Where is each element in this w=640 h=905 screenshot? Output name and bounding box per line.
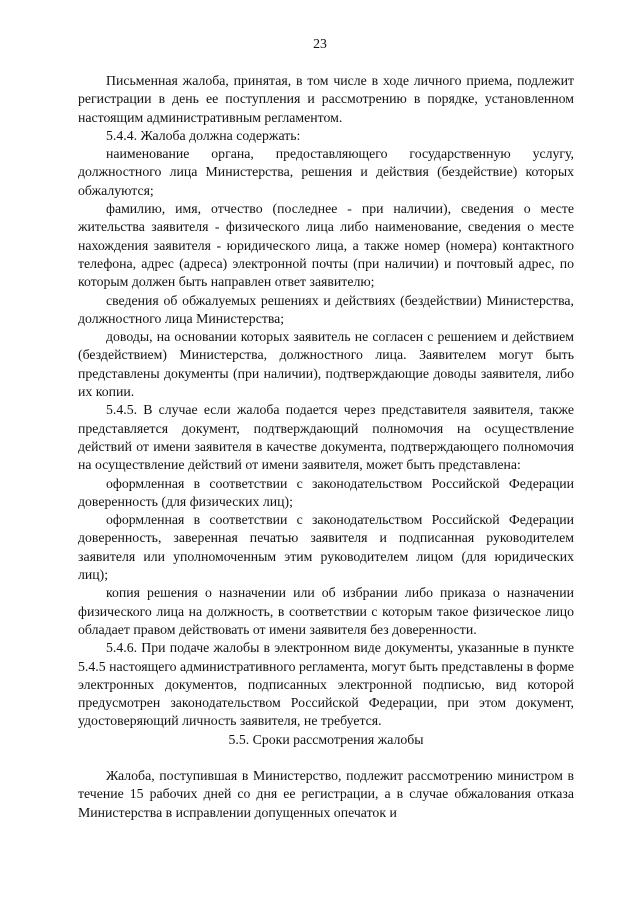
paragraph-5-4-6: 5.4.6. При подаче жалобы в электронном виде документы, указанные в пункте 5.4.5 настоящего административного регламента, могут быть представлены в форме электронных документов, подписанных электронной подписью, вид которой предусмотрен законодательством Российской Федерации, при этом документ, удостоверяющий личность заявителя, не требуется.: [78, 640, 574, 729]
paragraph-arguments: доводы, на основании которых заявитель не согласен с решением и действием (бездействием) Министерства, должностного лица. Заявителем могут быть представлены документы (при наличии), подтверждающие доводы заявителя, либо их копии.: [78, 329, 574, 400]
page-number: 23: [313, 36, 327, 51]
document-body: [78, 72, 574, 822]
paragraph-5-4-4: 5.4.4. Жалоба должна содержать:: [106, 127, 301, 143]
paragraph-5-4-5: 5.4.5. В случае если жалоба подается через представителя заявителя, также представляется документ, подтверждающий полномочия на осуществление действий от имени заявителя в качестве документа, подтверждающего полномочия на осуществление действий от имени заявителя, может быть представлена:: [78, 402, 574, 473]
paragraph-review-terms: Жалоба, поступившая в Министерство, подлежит рассмотрению министром в течение 15 рабочих дней со дня ее регистрации, а в случае обжалования отказа Министерства в исправлении допущенных опечаток и: [78, 767, 574, 820]
paragraph-power-of-attorney-legal-entities: оформленная в соответствии с законодательством Российской Федерации доверенность, заверенная печатью заявителя и подписанная руководителем заявителя или уполномоченным этим руководителем лицом (для юридических лиц);: [78, 512, 574, 583]
paragraph-written-complaint: Письменная жалоба, принятая, в том числе в ходе личного приема, подлежит регистрации в день ее поступления и рассмотрению в порядке, установленном настоящим административным регламентом.: [78, 73, 574, 125]
paragraph-appointment-decision-copy: копия решения о назначении или об избрании либо приказа о назначении физического лица на должность, в соответствии с которым такое физическое лицо обладает правом действовать от имени заявителя без доверенности.: [78, 585, 574, 637]
paragraph-power-of-attorney-individuals: оформленная в соответствии с законодательством Российской Федерации доверенность (для физических лиц);: [78, 475, 574, 509]
paragraph-applicant-details: фамилию, имя, отчество (последнее - при наличии), сведения о месте жительства заявителя - физического лица либо наименование, сведения о месте нахождения заявителя - юридического лица, а также номер (номера) контактного телефона, адрес (адреса) электронной почты (при наличии) и почтовый адрес, по которым должен быть направлен ответ заявителю;: [78, 201, 574, 290]
section-heading-5-5: 5.5. Сроки рассмотрения жалобы: [228, 731, 424, 747]
paragraph-authority-name: наименование органа, предоставляющего государственную услугу, должностного лица Министерства, решения и действия (бездействие) которых обжалуются;: [78, 146, 574, 198]
paragraph-appealed-decisions: сведения об обжалуемых решениях и действиях (бездействии) Министерства, должностного лица Министерства;: [78, 292, 574, 326]
